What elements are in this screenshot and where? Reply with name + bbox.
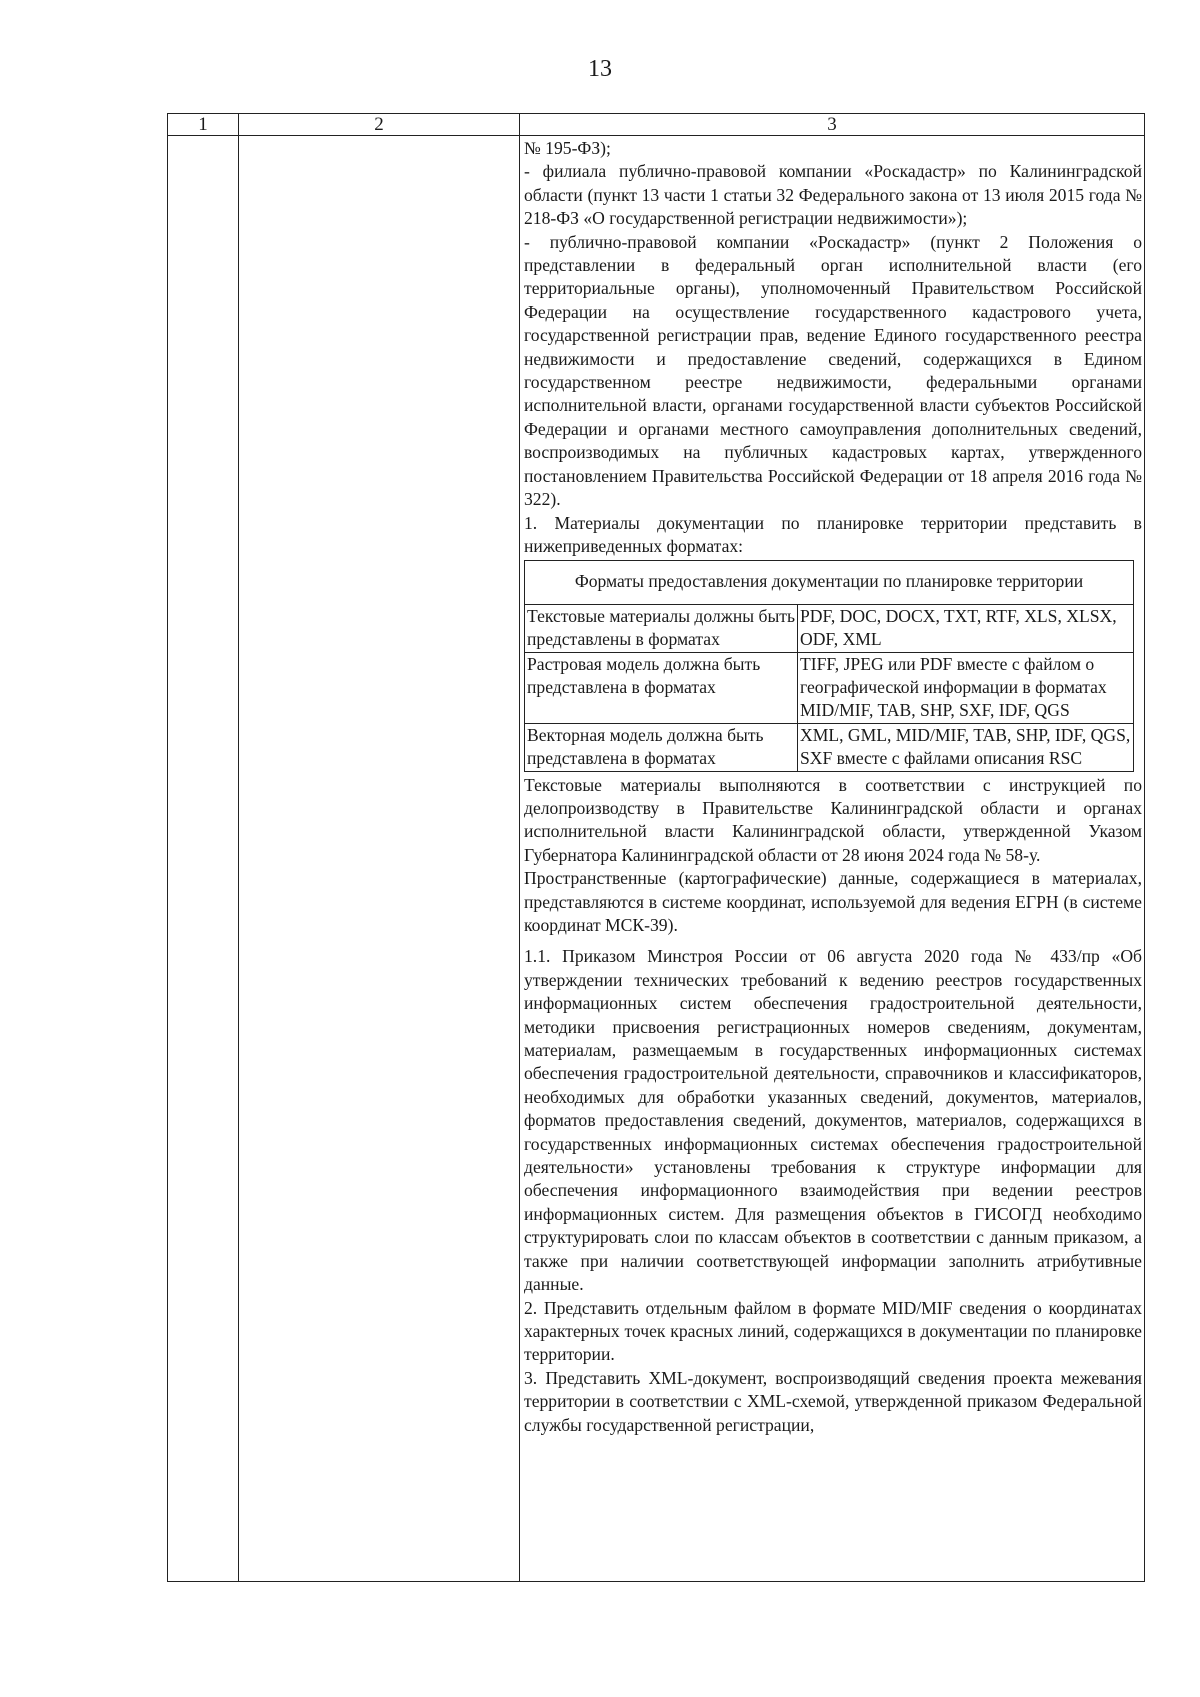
format-value: PDF, DOC, DOCX, TXT, RTF, XLS, XLSX, ODF, XML <box>798 604 1134 652</box>
paragraph: Пространственные (картографические) данные, содержащиеся в материалах, представляются в системе координат, используемой для ведения ЕГРН (в системе координат МСК-39). <box>524 868 1142 935</box>
format-label: Текстовые материалы должны быть представлены в форматах <box>525 604 798 652</box>
column-divider-1 <box>238 114 239 1581</box>
header-divider <box>168 135 1144 136</box>
paragraph: Текстовые материалы выполняются в соответствии с инструкцией по делопроизводству в Правительстве Калининградской области и органах исполнительной власти Калининградской области, утвержденной Указом Губернатора Калининградской области от 28 июня 2024 года № 58-у. <box>524 774 1142 865</box>
table-row <box>525 723 1134 771</box>
format-value: XML, GML, MID/MIF, TAB, SHP, IDF, QGS, SXF вместе с файлами описания RSC <box>798 723 1134 771</box>
paragraph: - филиала публично-правовой компании «Роскадастр» по Калининградской области (пункт 13 части 1 статьи 32 Федерального закона от 13 июля 2015 года № 218-ФЗ «О государственной регистрации недвижимости»); <box>524 161 1142 229</box>
formats-table <box>524 560 1134 771</box>
paragraph: 3. Представить XML-документ, воспроизводящий сведения проекта межевания территории в соответствии с XML-схемой, утвержденной приказом Федеральной службы государственной регистрации, <box>524 1367 1142 1435</box>
paragraph: № 195-ФЗ); <box>524 138 611 158</box>
column-header-3: 3 <box>827 114 837 135</box>
paragraph: 2. Представить отдельным файлом в формате MID/MIF сведения о координатах характерных точек красных линий, содержащихся в документации по планировке территории. <box>524 1297 1142 1365</box>
column-divider-2 <box>519 114 520 1581</box>
paragraph-gap <box>524 937 1142 945</box>
table-row <box>525 604 1134 652</box>
format-label: Растровая модель должна быть представлена в форматах <box>525 652 798 723</box>
requirements-table <box>167 113 1145 1582</box>
column-header-2: 2 <box>374 114 384 135</box>
column-header-1: 1 <box>198 114 208 135</box>
table-row <box>525 652 1134 723</box>
paragraph: - публично-правовой компании «Роскадастр» (пункт 2 Положения о представлении в федеральный орган исполнительной власти (его территориальные органы), уполномоченный Правительством Российской Федерации на осуществление государственного кадастрового учета, государственной регистрации прав, ведение Единого государственного реестра недвижимости и предоставление сведений, содержащихся в Едином государственном реестре недвижимости, федеральными органами исполнительной власти, органами государственной власти субъектов Российской Федерации и органами местного самоуправления дополнительных сведений, воспроизводимых на публичных кадастровых картах, утвержденного постановлением Правительства Российской Федерации от 18 апреля 2016 года № 322). <box>524 231 1142 510</box>
formats-table-caption: Форматы предоставления документации по планировке территории <box>525 561 1134 604</box>
paragraph: 1.1. Приказом Минстроя России от 06 августа 2020 года № 433/пр «Об утверждении технических требований к ведению реестров государственных информационных систем обеспечения градостроительной деятельности, методики присвоения регистрационных номеров сведениям, документам, материалам, размещаемым в государственных информационных системах обеспечения градостроительной деятельности, справочников и классификаторов, необходимых для обработки указанных сведений, документов, материалов, форматов предоставления сведений, документов, материалов, содержащихся в государственных информационных системах обеспечения градостроительной деятельности» установлены требования к структуре информации для обеспечения информационного взаимодействия при ведении реестров информационных систем. Для размещения объектов в ГИСОГД необходимо структурировать слои по классам объектов в соответствии с данным приказом, а также при наличии соответствующей информации заполнить атрибутивные данные. <box>524 946 1142 1295</box>
page-number: 13 <box>588 56 612 82</box>
column-3-content <box>524 137 1142 1437</box>
format-label: Векторная модель должна быть представлена в форматах <box>525 723 798 771</box>
paragraph: 1. Материалы документации по планировке территории представить в нижеприведенных форматах: <box>524 512 1142 556</box>
format-value: TIFF, JPEG или PDF вместе с файлом о географической информации в форматах MID/MIF, TAB, SHP, SXF, IDF, QGS <box>798 652 1134 723</box>
